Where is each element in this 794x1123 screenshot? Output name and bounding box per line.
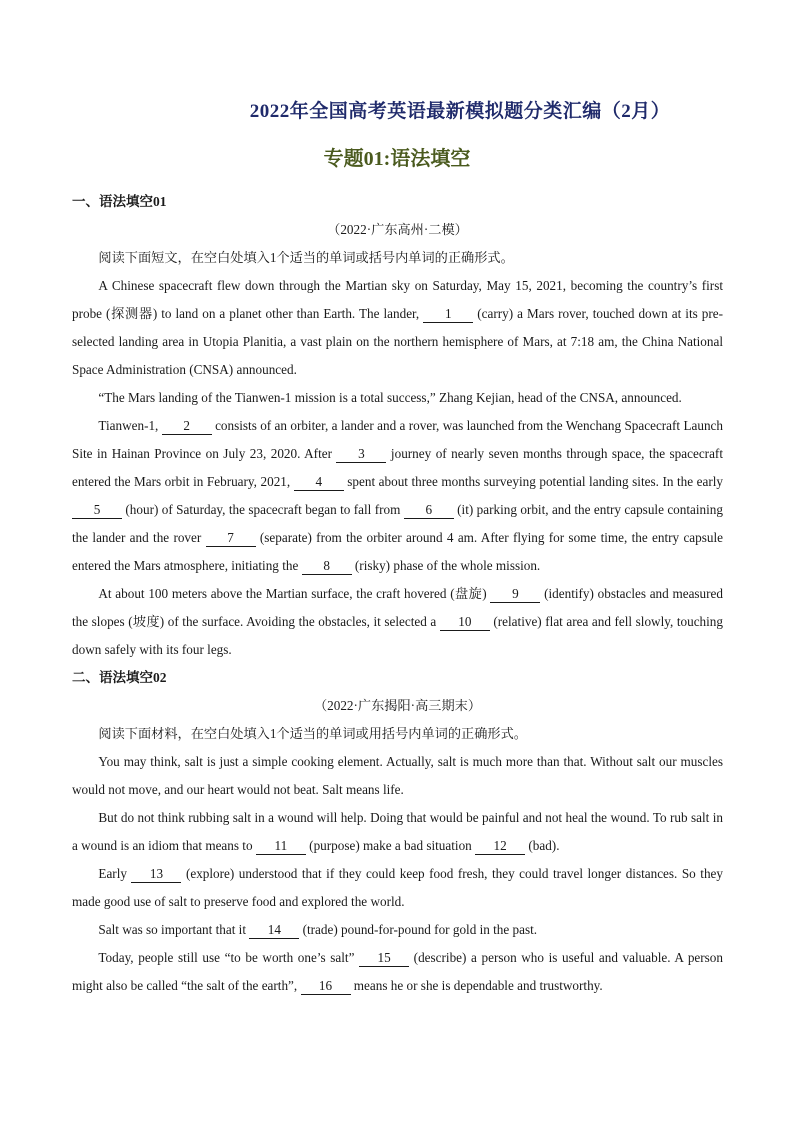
- blank-3: 3: [336, 446, 386, 463]
- text-span: Early: [98, 866, 132, 881]
- text-span: But do not think rubbing salt in a wound will help. Doing that would be painful and not heal the wound. To rub salt in a wound is an idiom that means to: [72, 810, 723, 853]
- blank-12: 12: [475, 838, 525, 855]
- blank-5: 5: [72, 502, 122, 519]
- text-span: Tianwen-1,: [98, 418, 162, 433]
- blank-6: 6: [404, 502, 454, 519]
- instruction-2: 阅读下面材料，在空白处填入1个适当的单词或用括号内单词的正确形式。: [98, 726, 527, 741]
- content: [72, 188, 723, 1000]
- text-span: At about 100 meters above the Martian surface, the craft hovered (盘旋): [98, 586, 491, 601]
- blank-10: 10: [440, 614, 490, 631]
- blank-14: 14: [249, 922, 299, 939]
- blank-16: 16: [301, 978, 351, 995]
- sub-title: 专题01:语法填空: [323, 148, 471, 170]
- passage2-paragraph-2: [72, 804, 723, 860]
- passage2-paragraph-5: [72, 944, 723, 1000]
- passage1-paragraph-2: “The Mars landing of the Tianwen-1 mission is a total success,” Zhang Kejian, head of the CNSA, announced.: [98, 390, 682, 405]
- main-title: 2022年全国高考英语最新模拟题分类汇编（2月）: [249, 101, 671, 122]
- instruction-1: 阅读下面短文，在空白处填入1个适当的单词或括号内单词的正确形式。: [98, 250, 514, 265]
- text-span: (identify) obstacles and measured the slopes (坡度) of the surface. Avoiding the obstacles, it selected a: [72, 586, 723, 629]
- text-span: (explore) understood that if they could keep food fresh, they could travel longer distances. So they made good use of salt to preserve food and explored the world.: [72, 866, 723, 909]
- text-span: (risky) phase of the whole mission.: [351, 558, 541, 573]
- blank-9: 9: [490, 586, 540, 603]
- text-span: (relative) flat area and fell slowly, touching down safely with its four legs.: [72, 614, 723, 657]
- blank-1: 1: [423, 306, 473, 323]
- blank-2: 2: [162, 418, 212, 435]
- passage1-paragraph-1: [72, 272, 723, 384]
- blank-7: 7: [206, 530, 256, 547]
- blank-4: 4: [294, 474, 344, 491]
- blank-11: 11: [256, 838, 306, 855]
- blank-8: 8: [302, 558, 352, 575]
- text-span: spent about three months surveying potential landing sites. In the early: [343, 474, 723, 489]
- source-2: （2022·广东揭阳·高三期末）: [313, 698, 482, 713]
- section-heading-2: 二、语法填空02: [72, 670, 167, 685]
- text-span: (purpose) make a bad situation: [305, 838, 476, 853]
- passage2-paragraph-4: [72, 916, 723, 944]
- passage2-paragraph-1: You may think, salt is just a simple cooking element. Actually, salt is much more than that. Without salt our muscles would not move, and our heart would not beat. Salt means life.: [72, 754, 723, 797]
- blank-13: 13: [131, 866, 181, 883]
- blank-15: 15: [359, 950, 409, 967]
- text-span: Today, people still use “to be worth one’s salt”: [98, 950, 360, 965]
- text-span: (separate) from the orbiter around 4 am. After flying for some time, the entry capsule entered the Mars atmosphere, initiating the: [72, 530, 723, 573]
- text-span: journey of nearly seven months through space, the spacecraft entered the Mars orbit in February, 2021,: [72, 446, 723, 489]
- source-1: （2022·广东高州·二模）: [327, 222, 468, 237]
- text-span: (trade) pound-for-pound for gold in the past.: [299, 922, 538, 937]
- passage1-paragraph-4: [72, 580, 723, 664]
- text-span: (hour) of Saturday, the spacecraft began to fall from: [122, 502, 404, 517]
- passage2-paragraph-3: [72, 860, 723, 916]
- text-span: (carry) a Mars rover, touched down at its pre-selected landing area in Utopia Planitia, a vast plain on the northern hemisphere of Mars, at 7:18 am, the China National Space Administration (CNSA) announced.: [72, 306, 724, 377]
- text-span: (bad).: [525, 838, 560, 853]
- section-heading-1: 一、语法填空01: [72, 194, 167, 209]
- text-span: means he or she is dependable and trustworthy.: [350, 978, 603, 993]
- passage1-paragraph-3: [72, 412, 723, 580]
- text-span: (it) parking orbit, and the entry capsule containing the lander and the rover: [72, 502, 723, 545]
- text-span: (describe) a person who is useful and valuable. A person might also be called “the salt of the earth”,: [72, 950, 723, 993]
- text-span: Salt was so important that it: [98, 922, 250, 937]
- text-span: consists of an orbiter, a lander and a rover, was launched from the Wenchang Spacecraft Launch Site in Hainan Province on July 23, 2020. After: [72, 418, 723, 461]
- text-span: A Chinese spacecraft flew down through the Martian sky on Saturday, May 15, 2021, becoming the country’s first probe (探测器) to land on a planet other than Earth. The lander,: [72, 278, 723, 321]
